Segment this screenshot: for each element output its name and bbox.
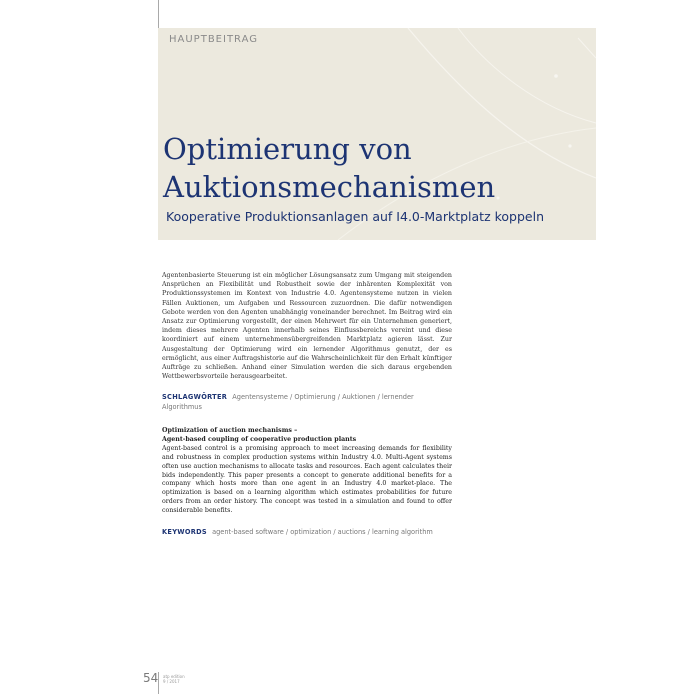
section-label: HAUPTBEITRAG — [169, 34, 259, 45]
page-number: 54 — [143, 671, 159, 685]
abstract-english-block — [162, 427, 452, 516]
title-line-1: Optimierung von — [163, 132, 412, 166]
article-title — [163, 130, 583, 206]
keywords-german-text: Agentensysteme / Optimierung / Auktionen / lernender Algorithmus — [162, 393, 414, 411]
magazine-name: atp edition — [163, 674, 185, 679]
keywords-german-label: SCHLAGWÖRTER — [162, 393, 228, 401]
keywords-english-label: KEYWORDS — [162, 528, 207, 536]
footer-rule — [158, 672, 159, 694]
english-title-line-1: Optimization of auction mechanisms – — [162, 427, 298, 434]
keywords-english — [162, 527, 482, 537]
article-subtitle: Kooperative Produktionsanlagen auf I4.0-Marktplatz koppeln — [166, 209, 545, 224]
english-title-line-2: Agent-based coupling of cooperative production plants — [162, 435, 357, 443]
title-line-2: Auktionsmechanismen — [163, 170, 496, 204]
magazine-info — [163, 674, 185, 684]
keywords-english-text: agent-based software / optimization / auctions / learning algorithm — [212, 528, 433, 536]
abstract-english: Agent-based control is a promising approach to meet increasing demands for flexibility and robustness in complex production systems within Industry 4.0. Multi-Agent systems often use auction mechanisms to allocate tasks and resources. Each agent calculates their bids independently. This paper presents a concept to generate additional benefits for a company which hosts more than one agent in an Industry 4.0 market-place. The optimization is based on a learning algorithm which estimates probabilities for future orders from an order history. The concept was tested in a simulation and found to offer considerable benefits. — [162, 444, 452, 515]
abstract-german: Agentenbasierte Steuerung ist ein möglicher Lösungsansatz zum Umgang mit steigenden Ansprüchen an Flexibilität und Robustheit sowie der inhärenten Komplexität von Produktionssystemen im Kontext von Industrie 4.0. Agentensysteme nutzen in vielen Fällen Auktionen, um Aufgaben und Ressourcen zuzuordnen. Die dafür notwendigen Gebote werden von den Agenten unabhängig voneinander berechnet. Im Beitrag wird ein Ansatz zur Optimierung vorgestellt, der einen Mehrwert für ein Unternehmen generiert, indem dieses mehrere Agenten innerhalb seines Einflussbereichs vereint und diese koordiniert auf einem unternehmensübergreifenden Marktplatz agieren lässt. Zur Ausgestaltung der Optimierung wird ein lernender Algorithmus genutzt, der es ermöglicht, aus einer Auftragshistorie auf die Wahrscheinlichkeit für den Erhalt künftiger Aufträge zu schließen. Anhand einer Simulation werden die sich daraus ergebenden Wettbewerbsvorteile herausgearbeitet. — [162, 272, 452, 381]
magazine-issue: 9 / 2017 — [163, 679, 180, 684]
keywords-german — [162, 392, 452, 412]
